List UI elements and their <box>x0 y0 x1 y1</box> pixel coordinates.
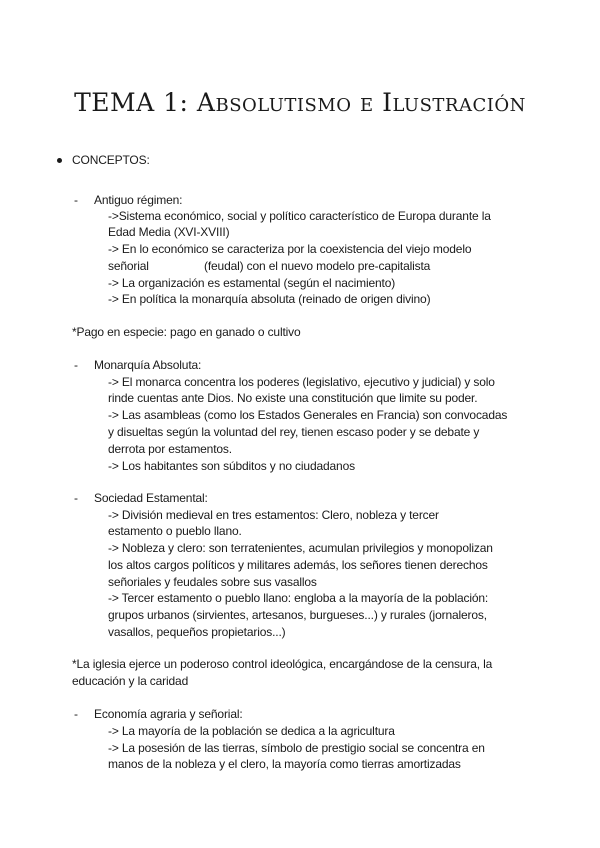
text-line: -> Tercer estamento o pueblo llano: engloba a la mayoría de la población: <box>108 591 489 605</box>
note-iglesia: *La iglesia ejerce un poderoso control ideológica, encargándose de la censura, la <box>72 657 493 671</box>
dash-marker: - <box>74 193 78 207</box>
text-line: -> División medieval en tres estamentos: Clero, nobleza y tercer <box>108 508 439 522</box>
text-line: ->Sistema económico, social y político característico de Europa durante la <box>108 209 491 223</box>
text-line: estamento o pueblo llano. <box>108 524 242 538</box>
text-line: -> La organización es estamental (según el nacimiento) <box>108 276 396 290</box>
page-title: TEMA 1: Absolutismo e Ilustración <box>74 88 526 117</box>
text-line: Edad Media (XVI-XVIII) <box>108 225 230 239</box>
heading-sociedad-estamental: Sociedad Estamental: <box>94 491 208 505</box>
text-line: -> La mayoría de la población se dedica a la agricultura <box>108 724 395 738</box>
text-line: señoriales y feudales sobre sus vasallos <box>108 575 317 589</box>
text-line: los altos cargos políticos y militares además, los señores tienen derechos <box>108 558 488 572</box>
heading-monarquia-absoluta: Monarquía Absoluta: <box>94 358 202 372</box>
text-line: (feudal) con el nuevo modelo pre-capitalista <box>204 259 431 273</box>
text-line: -> Los habitantes son súbditos y no ciudadanos <box>108 459 355 473</box>
text-line: -> La posesión de las tierras, símbolo de prestigio social se concentra en <box>108 741 485 755</box>
dash-marker: - <box>74 358 78 372</box>
text-line: vasallos, pequeños propietarios...) <box>108 625 286 639</box>
bullet-icon <box>57 158 62 163</box>
text-line: derrota por estamentos. <box>108 442 232 456</box>
dash-marker: - <box>74 491 78 505</box>
text-line: -> En lo económico se caracteriza por la coexistencia del viejo modelo <box>108 242 472 256</box>
heading-antiguo-regimen: Antiguo régimen: <box>94 193 183 207</box>
section-label-conceptos: CONCEPTOS: <box>72 153 150 167</box>
text-line: -> Las asambleas (como los Estados Generales en Francia) son convocadas <box>108 408 508 422</box>
dash-marker: - <box>74 707 78 721</box>
text-line: y disueltas según la voluntad del rey, tienen escaso poder y se debate y <box>108 425 480 439</box>
note-pago-especie: *Pago en especie: pago en ganado o cultivo <box>72 325 301 339</box>
text-line: -> El monarca concentra los poderes (legislativo, ejecutivo y judicial) y solo <box>108 375 495 389</box>
text-line: -> En política la monarquía absoluta (reinado de origen divino) <box>108 292 431 306</box>
text-line: -> Nobleza y clero: son terratenientes, acumulan privilegios y monopolizan <box>108 541 493 555</box>
text-line: grupos urbanos (sirvientes, artesanos, burgueses...) y rurales (jornaleros, <box>108 608 487 622</box>
text-line: manos de la nobleza y el clero, la mayoría como tierras amortizadas <box>108 757 461 771</box>
heading-economia-agraria: Economía agraria y señorial: <box>94 707 243 721</box>
note-iglesia-cont: educación y la caridad <box>72 674 189 688</box>
text-line: señorial <box>108 259 149 273</box>
text-line: rinde cuentas ante Dios. No existe una constitución que limite su poder. <box>108 391 478 405</box>
